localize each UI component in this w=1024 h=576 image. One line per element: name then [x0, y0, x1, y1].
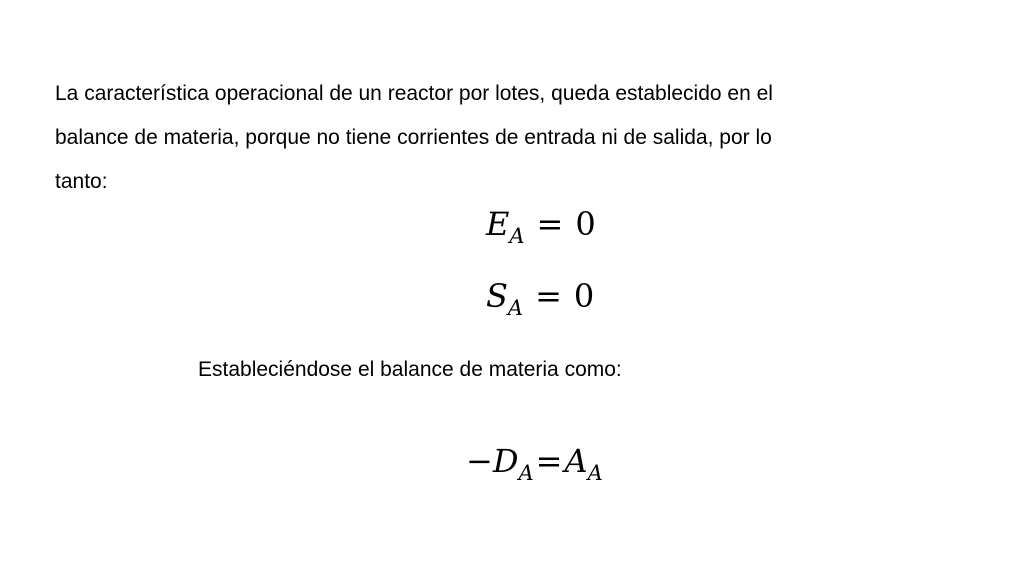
equals-sign: =	[535, 442, 563, 480]
equation-subscript: A	[507, 296, 524, 320]
equation-salida	[486, 277, 595, 320]
paragraph-line-2: balance de materia, porque no tiene corrientes de entrada ni de salida, por lo	[55, 126, 772, 149]
equation-variable: E	[486, 205, 510, 243]
equation-lhs-subscript: A	[518, 461, 534, 485]
equation-balance	[466, 442, 603, 485]
equation-rhs-subscript: A	[587, 461, 603, 485]
balance-caption: Estableciéndose el balance de materia como:	[198, 358, 622, 381]
equals-sign: =	[535, 277, 562, 315]
minus-sign: −	[466, 442, 493, 480]
intro-paragraph	[55, 72, 955, 204]
equation-rhs: 0	[573, 277, 595, 315]
paragraph-line-1: La característica operacional de un reactor por lotes, queda establecido en el	[55, 82, 773, 105]
equals-sign: =	[536, 205, 564, 243]
equation-lhs-variable: D	[492, 442, 519, 480]
equation-entrada	[486, 205, 596, 248]
paragraph-line-3: tanto:	[55, 170, 108, 193]
equation-rhs: 0	[575, 205, 596, 243]
equation-rhs-variable: A	[564, 442, 588, 480]
equation-variable: S	[486, 277, 508, 315]
equation-subscript: A	[509, 224, 525, 248]
